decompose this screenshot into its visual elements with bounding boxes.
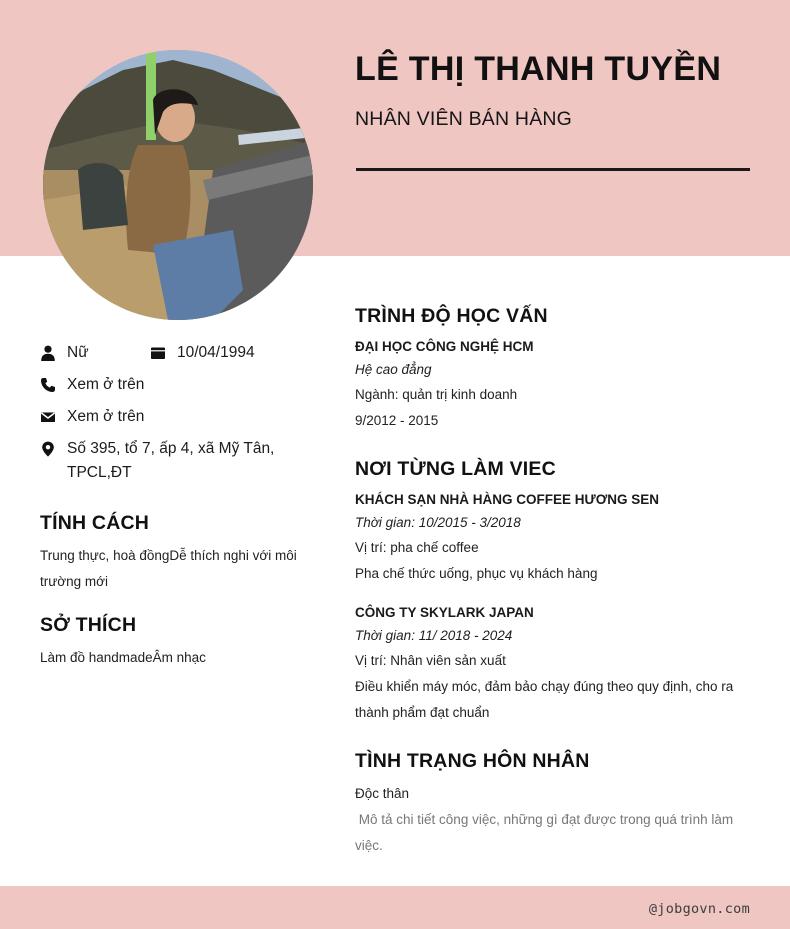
- hobbies-text: Làm đồ handmadeÂm nhạc: [40, 650, 206, 665]
- candidate-name: LÊ THỊ THANH TUYỀN: [355, 50, 722, 88]
- title-divider: [356, 168, 750, 171]
- education-heading: TRÌNH ĐỘ HỌC VẤN: [355, 305, 548, 327]
- job-1-description: Pha chế thức uống, phục vụ khách hàng: [355, 566, 598, 581]
- job-1-time: Thời gian: 10/2015 - 3/2018: [355, 515, 521, 530]
- email-icon: [40, 409, 56, 425]
- school-name: ĐẠI HỌC CÔNG NGHỆ HCM: [355, 339, 534, 354]
- gender-row: [40, 341, 89, 365]
- location-icon: [40, 441, 56, 457]
- job-2-time: Thời gian: 11/ 2018 - 2024: [355, 628, 513, 643]
- job-title: NHÂN VIÊN BÁN HÀNG: [355, 108, 573, 130]
- address-value: Số 395, tổ 7, ấp 4, xã Mỹ Tân, TPCL,ĐT: [67, 440, 275, 481]
- phone-icon: [40, 377, 56, 393]
- marital-heading: TÌNH TRẠNG HÔN NHÂN: [355, 750, 590, 772]
- phone-row: [40, 373, 144, 397]
- marital-status: Độc thân: [355, 786, 410, 801]
- hobbies-heading: SỞ THÍCH: [40, 614, 137, 636]
- birthday-value: 10/04/1994: [177, 344, 255, 361]
- education-period: 9/2012 - 2015: [355, 413, 439, 428]
- job-2-position: Vị trí: Nhân viên sản xuất: [355, 653, 506, 668]
- gender-value: Nữ: [67, 344, 89, 361]
- email-value: Xem ở trên: [67, 408, 145, 425]
- person-icon: [40, 345, 56, 361]
- birthday-row: [150, 341, 255, 365]
- email-row: [40, 405, 144, 429]
- experience-heading: NƠI TỪNG LÀM VIEC: [355, 458, 556, 480]
- education-major: Ngành: quản trị kinh doanh: [355, 387, 518, 402]
- phone-value: Xem ở trên: [67, 376, 145, 393]
- personality-heading: TÍNH CÁCH: [40, 512, 150, 534]
- calendar-icon: [150, 345, 166, 361]
- job-1-company: KHÁCH SẠN NHÀ HÀNG COFFEE HƯƠNG SEN: [355, 492, 659, 507]
- footer-watermark: @jobgovn.com: [648, 901, 750, 917]
- education-level: Hệ cao đẳng: [355, 362, 432, 377]
- job-2-company: CÔNG TY SKYLARK JAPAN: [355, 605, 534, 620]
- profile-photo: [43, 50, 313, 320]
- job-1-position: Vị trí: pha chế coffee: [355, 540, 479, 555]
- job-2-description: Điều khiển máy móc, đảm bảo chạy đúng theo quy định, cho ra thành phẩm đạt chuẩn: [355, 679, 734, 720]
- marital-note: Mô tả chi tiết công việc, những gì đạt được trong quá trình làm việc.: [355, 812, 737, 853]
- personality-text: Trung thực, hoà đồngDễ thích nghi với môi trường mới: [40, 548, 297, 589]
- address-row: [40, 437, 310, 485]
